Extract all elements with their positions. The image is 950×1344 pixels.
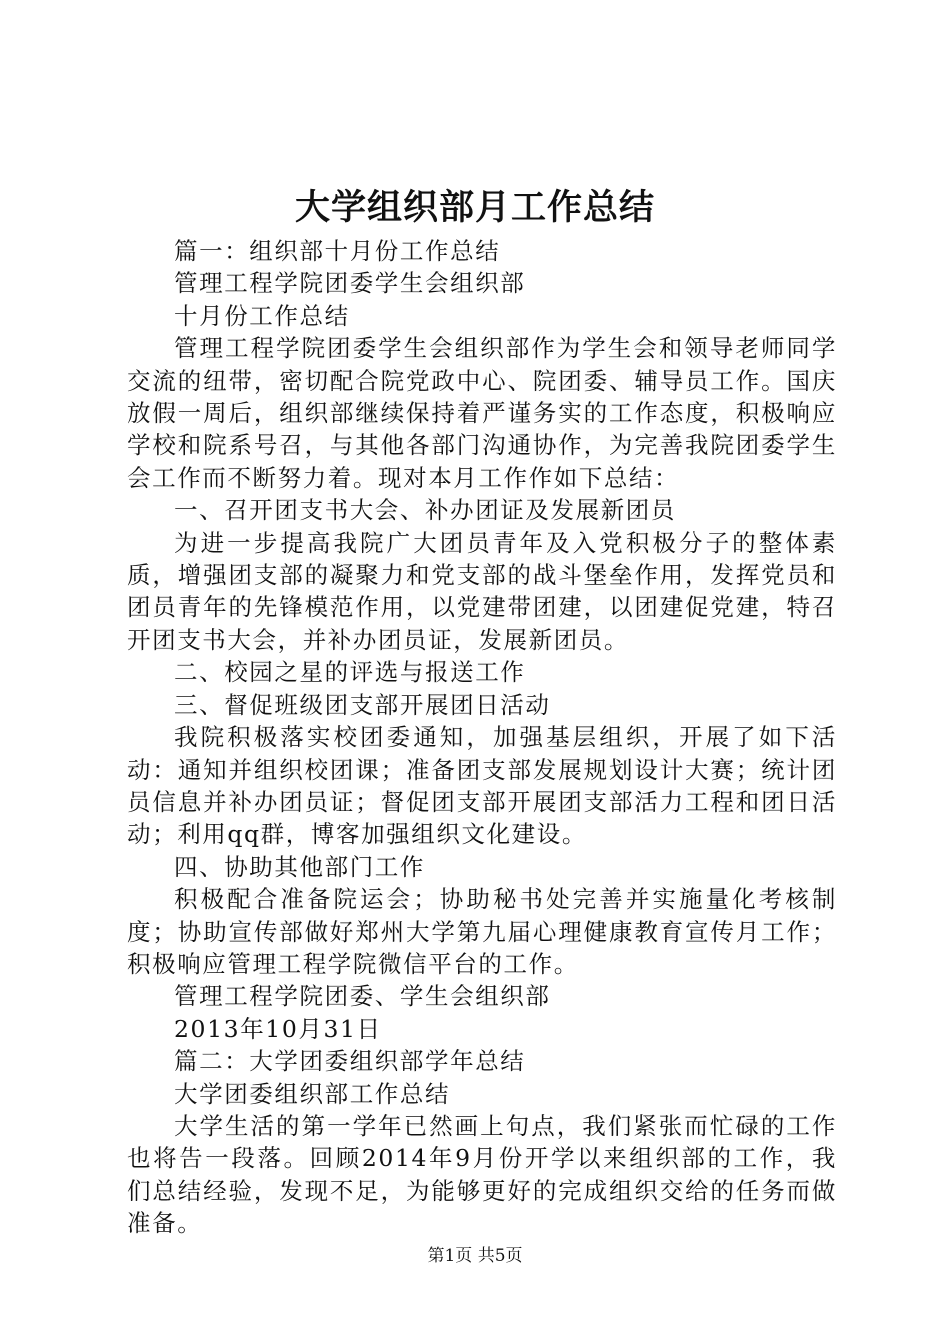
paragraph: 管理工程学院团委学生会组织部作为学生会和领导老师同学交流的纽带，密切配合院党政中心、院团委、辅导员工作。国庆放假一周后，组织部继续保持着严谨务实的工作态度，积极响应学校和院系号召，与其他各部门沟通协作，为完善我院团委学生会工作而不断努力着。现对本月工作作如下总结：: [127, 334, 837, 492]
paragraph: 管理工程学院团委、学生会组织部: [174, 982, 551, 1011]
paragraph: 2013年10月31日: [174, 1014, 382, 1043]
paragraph: 篇一：组织部十月份工作总结: [174, 237, 501, 265]
paragraph: 我院积极落实校团委通知，加强基层组织，开展了如下活动：通知并组织校团课；准备团支部发展规划设计大赛；统计团员信息并补办团员证；督促团支部开展团支部活力工程和团日活动；利用qq群，博客加强组织文化建设。: [127, 723, 837, 849]
paragraph: 一、召开团支书大会、补办团证及发展新团员: [174, 496, 676, 525]
document-body: [127, 235, 837, 1240]
paragraph: 大学团委组织部工作总结: [174, 1079, 451, 1108]
paragraph: 十月份工作总结: [174, 301, 350, 330]
paragraph: 篇二：大学团委组织部学年总结: [174, 1047, 526, 1076]
paragraph: 四、协助其他部门工作: [174, 852, 425, 881]
paragraph: 管理工程学院团委学生会组织部: [174, 269, 526, 298]
paragraph: 二、校园之星的评选与报送工作: [174, 658, 526, 687]
document-title: 大学组织部月工作总结: [294, 187, 655, 228]
paragraph: 为进一步提高我院广大团员青年及入党积极分子的整体素质，增强团支部的凝聚力和党支部的战斗堡垒作用，发挥党员和团员青年的先锋模范作用，以党建带团建，以团建促党建，特召开团支书大会，并补办团员证，发展新团员。: [127, 528, 837, 654]
page-footer: 第1页 共5页: [427, 1246, 523, 1266]
paragraph: 积极配合准备院运会；协助秘书处完善并实施量化考核制度；协助宣传部做好郑州大学第九届心理健康教育宣传月工作；积极响应管理工程学院微信平台的工作。: [127, 885, 837, 978]
paragraph: 三、督促班级团支部开展团日活动: [174, 690, 551, 719]
paragraph: 大学生活的第一学年已然画上句点，我们紧张而忙碌的工作也将告一段落。回顾2014年9月份开学以来组织部的工作，我们总结经验，发现不足，为能够更好的完成组织交给的任务而做准备。: [127, 1111, 837, 1238]
